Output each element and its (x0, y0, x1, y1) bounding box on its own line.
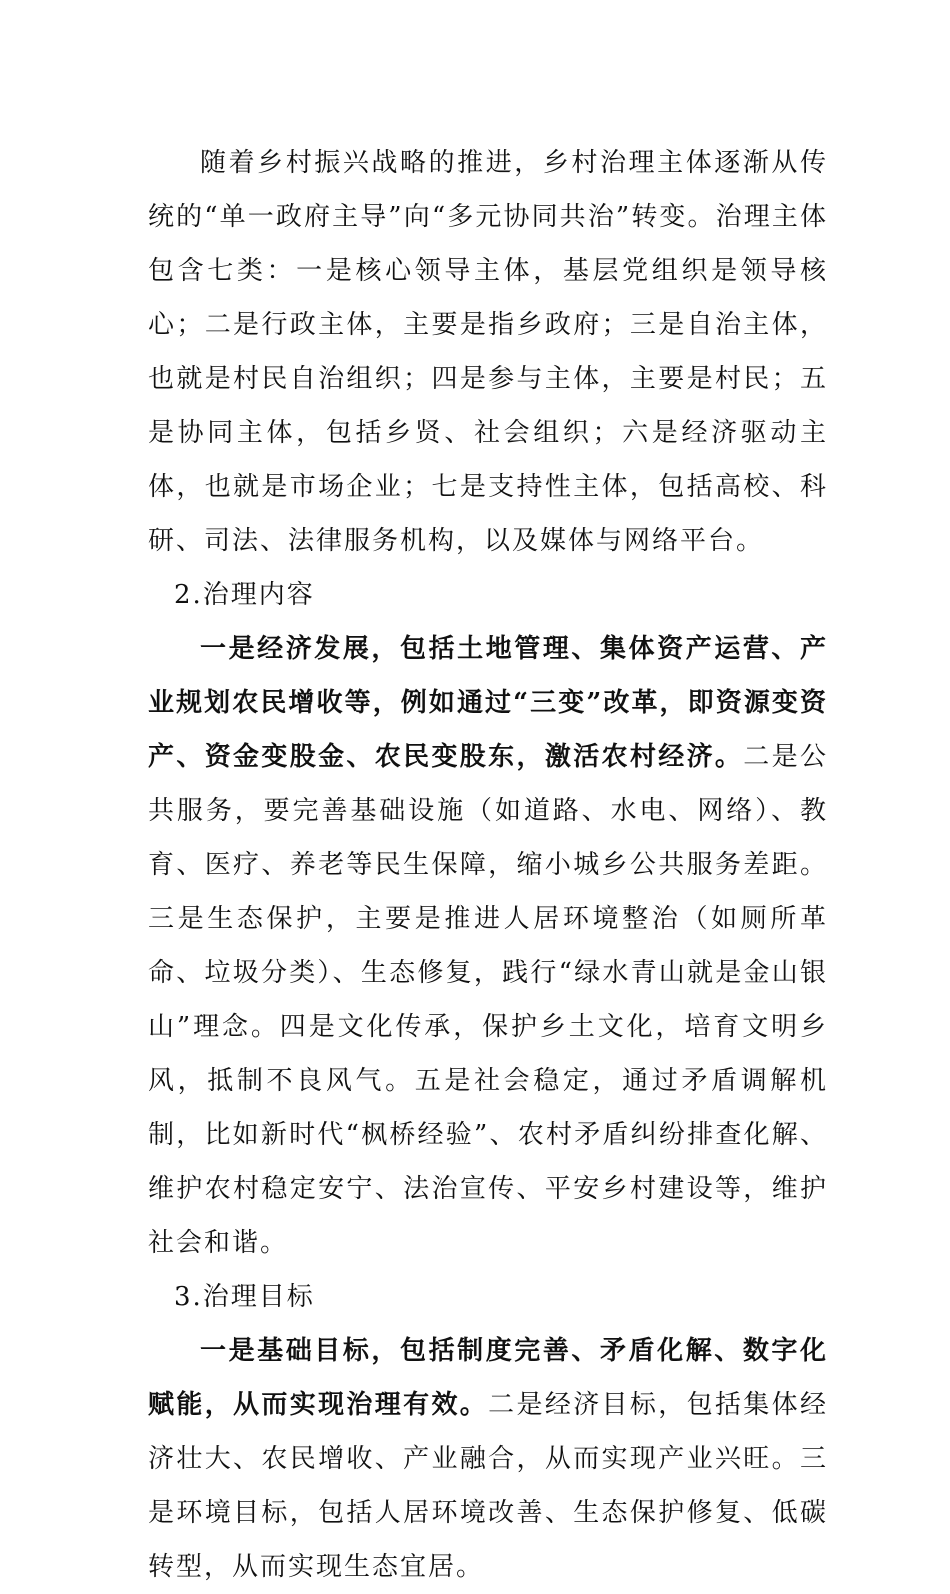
paragraph-governance-goals (148, 1324, 828, 1594)
heading-governance-content: 2.治理内容 (174, 580, 315, 610)
paragraph-governance-goals-body: 二是经济目标，包括集体经济壮大、农民增收、产业融合，从而实现产业兴旺。三是环境目标，包括人居环境改善、生态保护修复、低碳转型，从而实现生态宜居。 (148, 1390, 828, 1582)
heading-governance-goals: 3.治理目标 (174, 1282, 315, 1312)
paragraph-governance-content (148, 622, 828, 1270)
paragraph-governance-content-lead: 一是经济发展，包括土地管理、集体资产运营、产业规划农民增收等，例如通过“三变”改革，即资源变资产、资金变股金、农民变股东，激活农村经济。 (148, 634, 828, 772)
paragraph-governance-subjects: 随着乡村振兴战略的推进，乡村治理主体逐渐从传统的“单一政府主导”向“多元协同共治”转变。治理主体包含七类：一是核心领导主体，基层党组织是领导核心；二是行政主体，主要是指乡政府；三是自治主体，也就是村民自治组织；四是参与主体，主要是村民；五是协同主体，包括乡贤、社会组织；六是经济驱动主体，也就是市场企业；七是支持性主体，包括高校、科研、司法、法律服务机构，以及媒体与网络平台。 (148, 148, 828, 556)
paragraph-governance-goals-lead: 一是基础目标，包括制度完善、矛盾化解、数字化赋能，从而实现治理有效。 (148, 1336, 828, 1420)
paragraph-governance-content-body: 二是公共服务，要完善基础设施（如道路、水电、网络）、教育、医疗、养老等民生保障，缩小城乡公共服务差距。三是生态保护，主要是推进人居环境整治（如厕所革命、垃圾分类）、生态修复，践行“绿水青山就是金山银山”理念。四是文化传承，保护乡土文化，培育文明乡风，抵制不良风气。五是社会稳定，通过矛盾调解机制，比如新时代“枫桥经验”、农村矛盾纠纷排查化解、维护农村稳定安宁、法治宣传、平安乡村建设等，维护社会和谐。 (148, 742, 828, 1258)
document-page (148, 136, 828, 1594)
